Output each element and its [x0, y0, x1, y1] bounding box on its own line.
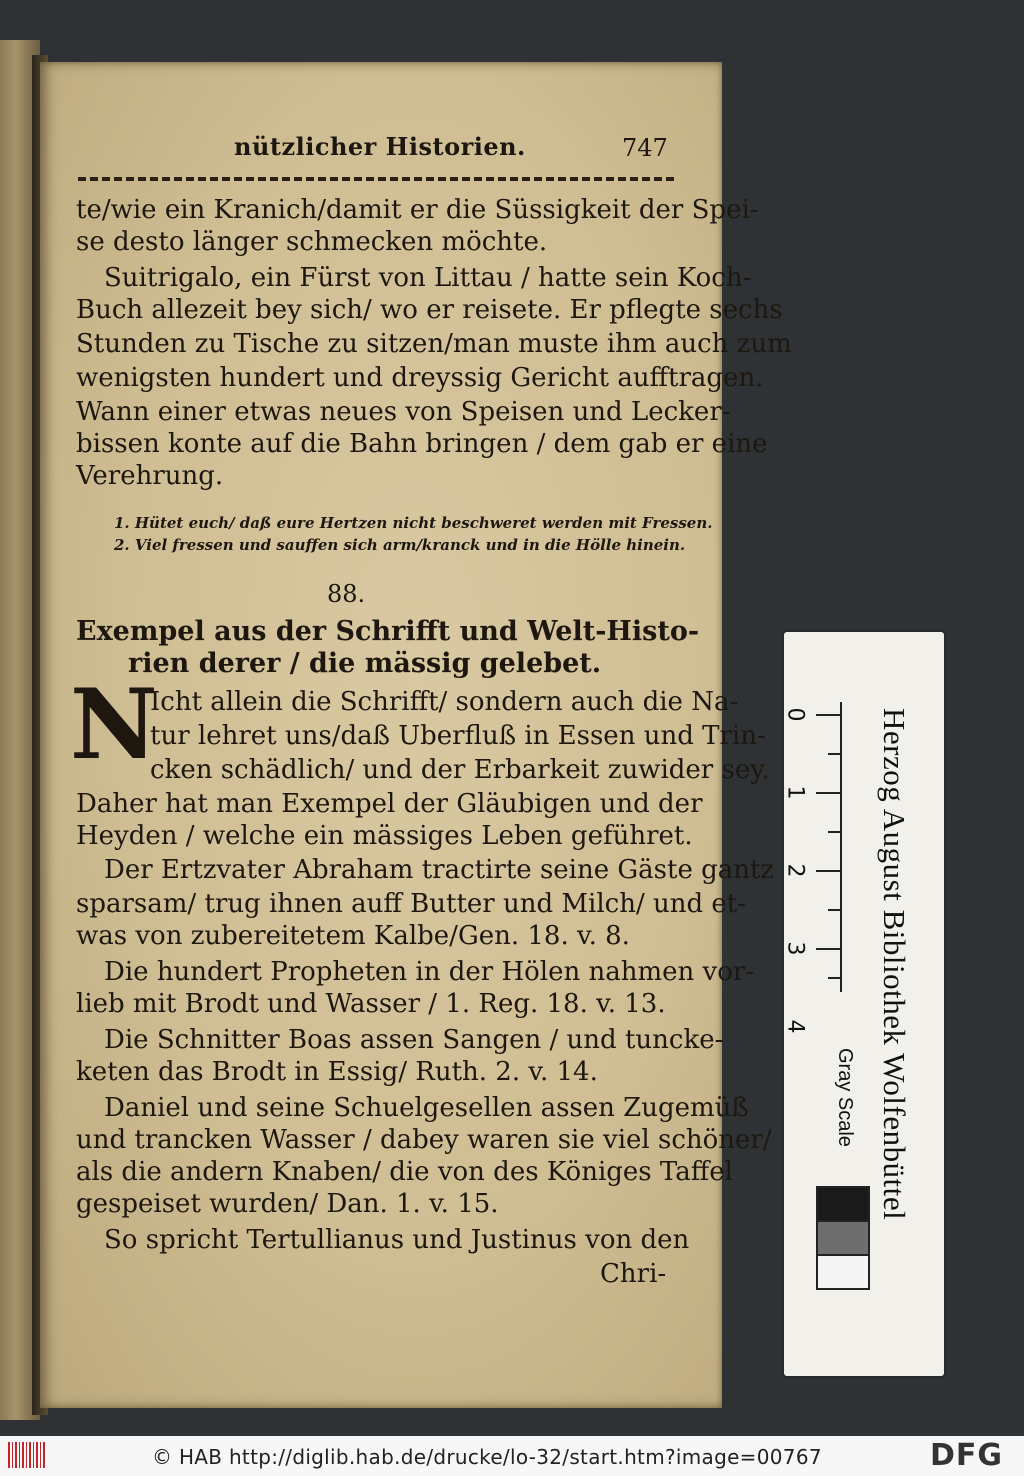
text-line: Daniel und seine Schuelgesellen assen Zugemüß [104, 1093, 749, 1123]
ruler-scale-line [840, 702, 842, 992]
ruler-major-tick [816, 714, 840, 716]
text-line: als die andern Knaben/ die von des Königes Taffel [76, 1157, 733, 1187]
text-line: te/wie ein Kranich/damit er die Süssigkeit der Spei- [76, 195, 759, 225]
catchword: Chri- [600, 1259, 667, 1289]
text-line: se desto länger schmecken möchte. [76, 227, 548, 257]
ruler-minor-tick [828, 977, 840, 979]
text-line: Verehrung. [76, 461, 224, 491]
ruler-label: 0 [782, 707, 808, 722]
text-line: gespeiset wurden/ Dan. 1. v. 15. [76, 1189, 499, 1219]
footnote: 2. Viel fressen und sauffen sich arm/kranck und in die Hölle hinein. [114, 536, 686, 554]
text-line: So spricht Tertullianus und Justinus von den [104, 1225, 690, 1255]
text-line: Heyden / welche ein mässiges Leben geführet. [76, 821, 693, 851]
section-number: 88. [327, 580, 366, 608]
text-line: Suitrigalo, ein Fürst von Littau / hatte sein Koch- [104, 263, 752, 293]
footnote: 1. Hütet euch/ daß eure Hertzen nicht beschweret werden mit Fressen. [114, 514, 713, 532]
section-heading: Exempel aus der Schrifft und Welt-Histo- [76, 616, 700, 647]
text-line: Die Schnitter Boas assen Sangen / und tuncke- [104, 1025, 724, 1055]
section-heading: rien derer / die mässig gelebet. [128, 648, 602, 679]
footer-bar [0, 1436, 1024, 1476]
ruler-card [784, 632, 944, 1376]
text-line: lieb mit Brodt und Wasser / 1. Reg. 18. v. 13. [76, 989, 666, 1019]
text-line: bissen konte auf die Bahn bringen / dem gab er eine [76, 429, 768, 459]
gray-swatch-dark [816, 1186, 870, 1222]
ruler-minor-tick [828, 753, 840, 755]
gray-swatch-light [816, 1254, 870, 1290]
ruler-label: 4 [782, 1019, 808, 1034]
text-line: keten das Brodt in Essig/ Ruth. 2. v. 14. [76, 1057, 598, 1087]
text-line: Icht allein die Schrifft/ sondern auch die Na- [150, 687, 739, 717]
gray-swatch-mid [816, 1220, 870, 1256]
ruler-major-tick [816, 948, 840, 950]
text-line: Daher hat man Exempel der Gläubigen und der [76, 789, 703, 819]
book-page [40, 62, 792, 1408]
header-rule [78, 177, 674, 181]
text-line: Der Ertzvater Abraham tractirte seine Gäste gantz [104, 855, 775, 885]
text-line: und trancken Wasser / dabey waren sie viel schöner/ [76, 1125, 772, 1155]
copyright-link[interactable]: © HAB http://diglib.hab.de/drucke/lo-32/start.htm?image=00767 [152, 1445, 822, 1469]
ruler-label: 3 [782, 941, 808, 956]
ruler-label: 2 [782, 863, 808, 878]
running-head: nützlicher Historien. [234, 132, 526, 161]
text-line: Die hundert Propheten in der Hölen nahmen vor- [104, 957, 755, 987]
ruler-minor-tick [828, 831, 840, 833]
text-line: wenigsten hundert und dreyssig Gericht aufftragen. [76, 363, 764, 393]
text-line: cken schädlich/ und der Erbarkeit zuwider sey. [150, 755, 770, 785]
text-line: Stunden zu Tische zu sitzen/man muste ihm auch zum [76, 329, 792, 359]
ruler-minor-tick [828, 909, 840, 911]
ruler-label: 1 [782, 785, 808, 800]
text-line: sparsam/ trug ihnen auff Butter und Milch/ und et- [76, 889, 746, 919]
drop-cap: N [70, 668, 158, 781]
page-number: 747 [622, 134, 668, 162]
text-line: Wann einer etwas neues von Speisen und Lecker- [76, 397, 731, 427]
ruler-major-tick [816, 870, 840, 872]
text-line: was von zubereitetem Kalbe/Gen. 18. v. 8. [76, 921, 630, 951]
gray-scale-label: Gray Scale [834, 1048, 856, 1147]
ruler-major-tick [816, 792, 840, 794]
library-title: Herzog August Bibliothek Wolfenbüttel [877, 708, 912, 1221]
text-line: Buch allezeit bey sich/ wo er reisete. Er pflegte sechs [76, 295, 783, 325]
barcode-icon [8, 1442, 46, 1468]
text-line: tur lehret uns/daß Uberfluß in Essen und Trin- [150, 721, 766, 751]
dfg-logo: DFG [930, 1438, 1004, 1473]
